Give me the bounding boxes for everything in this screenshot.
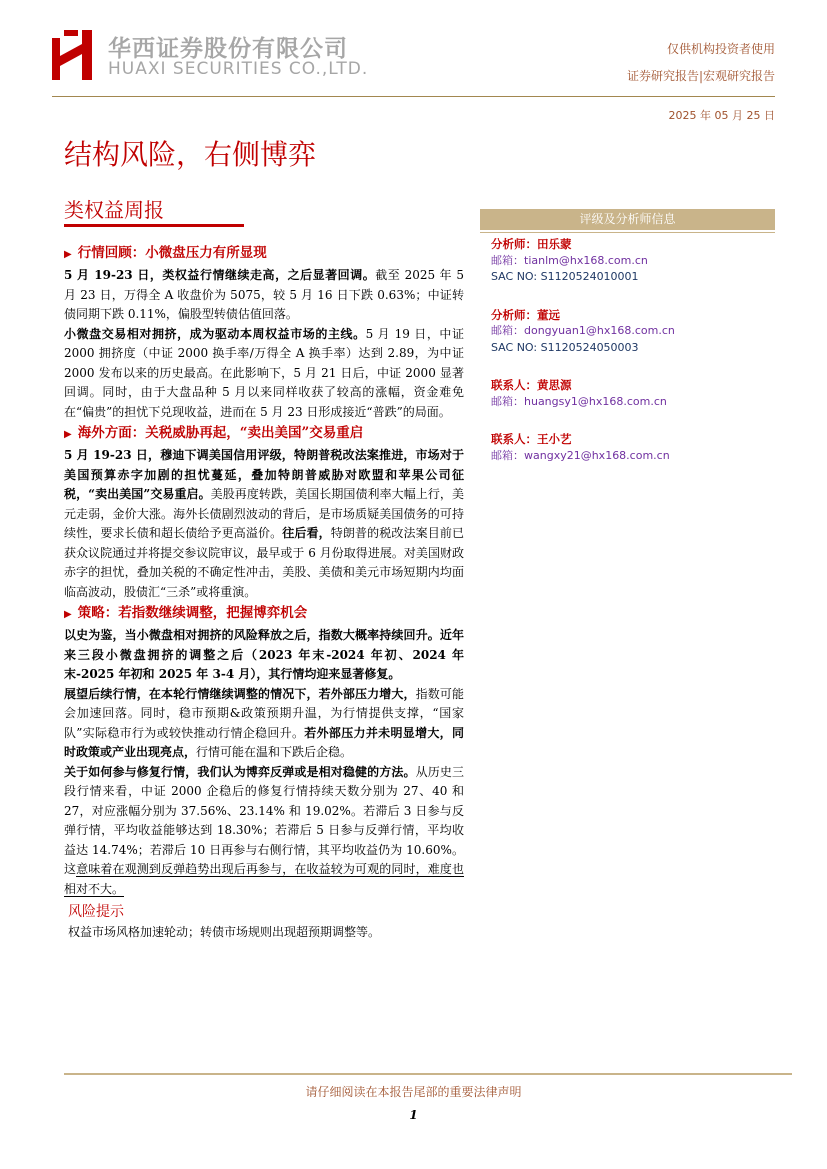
audience-note: 仅供机构投资者使用 [666,42,775,56]
contact-name: 联系人：黄思源 [491,378,572,392]
page-title: 结构风险，右侧博弈 [64,138,317,171]
sidebar-divider [480,232,775,233]
page-subtitle: 类权益周报 [64,198,164,222]
analyst-email[interactable]: 邮箱：dongyuan1@hx168.com.cn [491,324,675,337]
analyst-email[interactable]: 邮箱：tianlm@hx168.com.cn [491,253,648,267]
paragraph: 展望后续行情，在本轮行情继续调整的情况下，若外部压力增大，指数可能会加速回落。同时，稳市预期&政策预期升温，为行情提供支撑，“国家队”实际稳市行为或较快推动行情企稳回升。若外部压力并未明显增大，同时政策或产业出现亮点，行情可能在温和下跌后企稳。 [64,686,464,759]
report-date: 2025 年 05 月 25 日 [668,109,775,122]
analyst-entry [491,236,775,286]
analyst-name: 分析师：董远 [491,307,560,322]
paragraph: 5 月 19-23 日，类权益行情继续走高，之后显著回调。截至 2025 年 5 月 23 日，万得全 A 收盘价为 5075，较 5 月 16 日下跌 0.63%；中证转债同期下跌 0.11%，偏股型转债估值回落。 [64,268,464,321]
subtitle-underline [64,224,244,227]
legal-disclaimer: 请仔细阅读在本报告尾部的重要法律声明 [305,1085,522,1099]
analyst-entry [491,307,775,357]
company-name-cn: 华西证券股份有限公司 [108,36,348,62]
analyst-sac: SAC NO: S1120524010001 [491,270,639,283]
risk-heading: 风险提示 [68,904,124,920]
analyst-list [491,236,775,485]
paragraph: 关于如何参与修复行情，我们认为博弈反弹或是相对稳健的方法。从历史三段行情来看，中证 2000 企稳后的修复行情持续天数分别为 27、40 和 27，对应涨幅分别为 37.56%、23.14% 和 19.02%。若滞后 3 日参与反弹行情，平均收益能够达到 18.30%；若滞后 5 日参与反弹行情，平均收益达 14.74%；若滞后 10 日再参与右侧行情，其平均收益仍为 10.60%。这意味着在观测到反弹趋势出现后再参与，在收益较为可观的同时，难度也相对不大。 [64,764,464,896]
contact-email[interactable]: 邮箱：wangxy21@hx168.com.cn [491,448,670,462]
triangle-bullet-icon: ▶ [64,609,72,620]
company-name-en: HUAXI SECURITIES CO.,LTD. [108,59,369,79]
paragraph: 5 月 19-23 日，穆迪下调美国信用评级，特朗普税改法案推进，市场对于美国预算赤字加剧的担忧蔓延，叠加特朗普威胁对欧盟和苹果公司征税，“卖出美国”交易重启。美股再度转跌，美国长期国债利率大幅上行，美元走弱，金价大涨。海外长债剧烈波动的背后，是市场质疑美国债务的可持续性，要求长债和超长债给予更高溢价。往后看，特朗普的税改法案目前已获众议院通过并将提交参议院审议，最早或于 6 月份取得进展。对美国财政赤字的担忧，叠加关税的不确定性冲击，美股、美债和美元市场短期内均面临高波动，股债汇“三杀”或将重演。 [64,448,464,599]
report-body [64,242,464,943]
huaxi-logo-icon [52,30,92,80]
contact-entry [491,377,775,410]
triangle-bullet-icon: ▶ [64,429,72,440]
contact-entry [491,431,775,464]
triangle-bullet-icon: ▶ [64,249,72,260]
section-heading-overseas: ▶ 海外方面：关税威胁再起，“卖出美国”交易重启 [64,425,364,441]
analyst-info-heading: 评级及分析师信息 [480,209,775,230]
report-type: 证券研究报告|宏观研究报告 [626,69,775,83]
page-number: 1 [409,1108,418,1122]
risk-text: 权益市场风格加速轮动；转债市场规则出现超预期调整等。 [68,925,381,939]
analyst-name: 分析师：田乐蒙 [491,237,572,251]
paragraph: 小微盘交易相对拥挤，成为驱动本周权益市场的主线。5 月 19 日，中证 2000 拥挤度（中证 2000 换手率/万得全 A 换手率）达到 2.89，为中证 2000 发布以来的历史最高。在此影响下，5 月 21 日后，中证 2000 显著回调。同时，由于大盘品种 5 月以来同样收获了较高的涨幅，资金难免在“偏贵”的担忧下兑现收益，进而在 5 月 23 日形成接近“普跌”的局面。 [64,326,464,419]
analyst-sac: SAC NO: S1120524050003 [491,340,639,354]
contact-email[interactable]: 邮箱：huangsy1@hx168.com.cn [491,394,667,408]
header-divider [52,96,775,97]
contact-name: 联系人：王小艺 [491,432,572,446]
section-heading-strategy: ▶ 策略：若指数继续调整，把握博弈机会 [64,605,308,621]
footer-divider [64,1073,792,1075]
paragraph: 以史为鉴，当小微盘相对拥挤的风险释放之后，指数大概率持续回升。近年来三段小微盘拥挤的调整之后（2023 年末-2024 年初、2024 年末-2025 年初和 2025 年 3-4 月），其行情均迎来显著修复。 [64,628,464,681]
section-heading-market-review: ▶ 行情回顾：小微盘压力有所显现 [64,245,267,261]
